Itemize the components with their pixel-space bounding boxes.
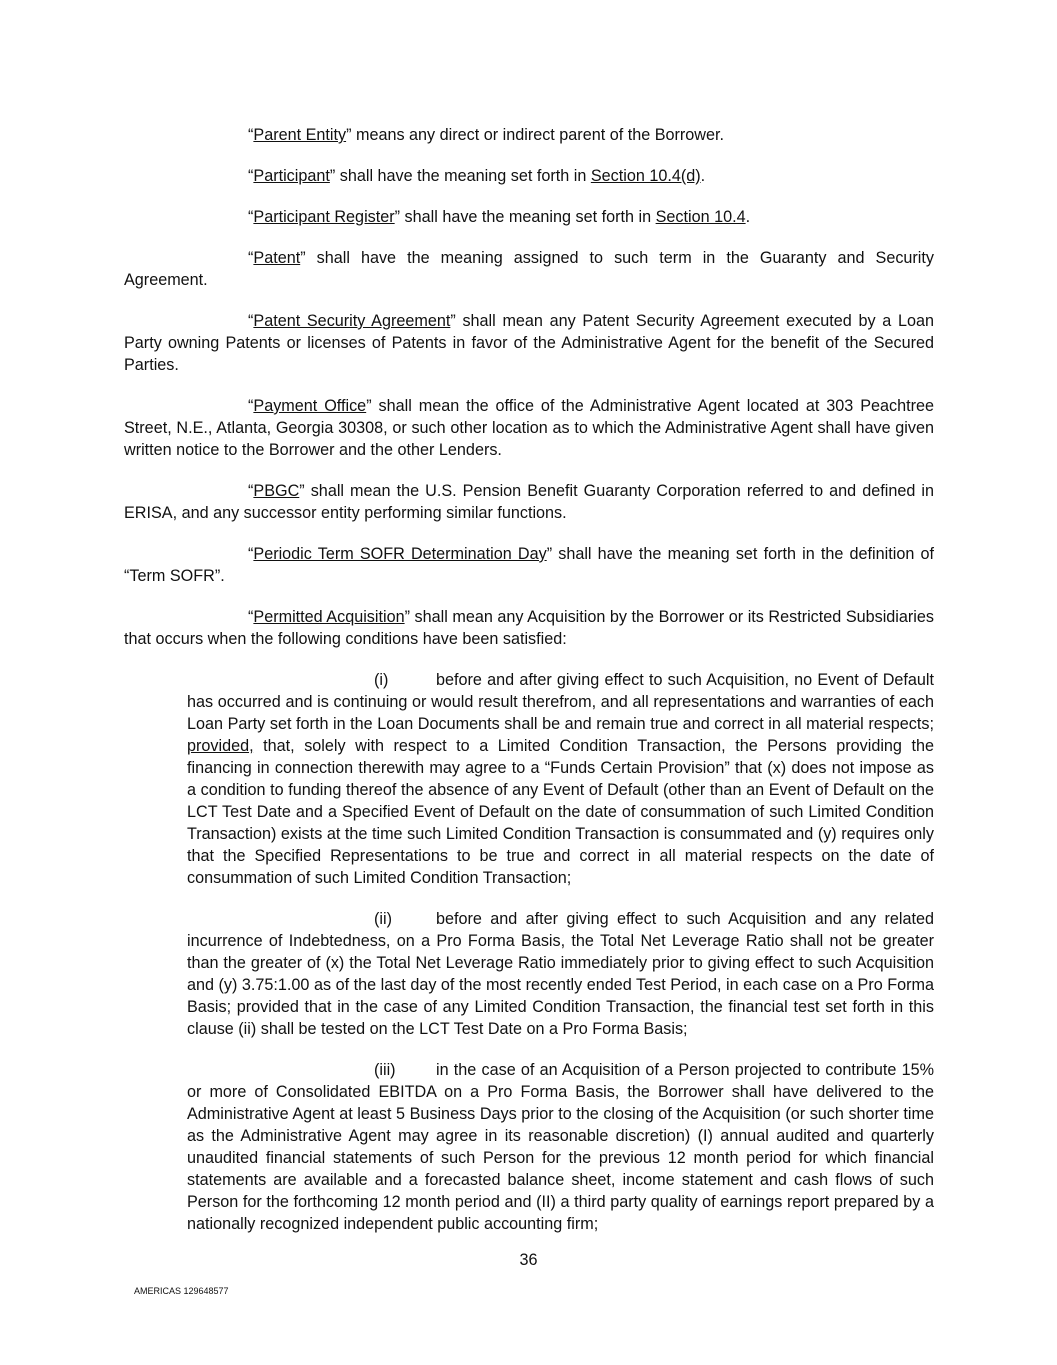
proviso-term: provided,	[187, 737, 254, 755]
definition-text: ” means any direct or indirect parent of the Borrower.	[346, 126, 724, 144]
definition-parent-entity	[124, 124, 934, 146]
clause-i	[187, 669, 934, 889]
open-quote: “	[248, 249, 254, 267]
clause-iii	[187, 1059, 934, 1235]
definition-text: ” shall have the meaning set forth in	[394, 208, 656, 226]
definition-patent	[124, 247, 934, 291]
defined-term: Permitted Acquisition	[253, 608, 405, 626]
open-quote: “	[248, 167, 254, 185]
open-quote: “	[248, 126, 254, 144]
clause-text: in the case of an Acquisition of a Person projected to contribute 15% or more of Consolidated EBITDA on a Pro Forma Basis, the Borrower shall have delivered to the Administrative Agent at least 5 Business Days prior to the closing of the Acquisition (or such shorter time as the Administrative Agent may agree in its reasonable discretion) (I) annual audited and quarterly unaudited financial statements of such Person for the previous 12 month period for which financial statements are available and a forecasted balance sheet, income statement and cash flows of such Person for the forthcoming 12 month period and (II) a third party quality of earnings report prepared by a nationally recognized independent public accounting firm;	[187, 1061, 934, 1233]
open-quote: “	[248, 545, 254, 563]
definition-patent-security-agreement	[124, 310, 934, 376]
definition-text: ” shall mean any Acquisition by the Borrower or its Restricted Subsidiaries that occurs when the following conditions have been satisfied:	[124, 608, 934, 648]
definition-permitted-acquisition	[124, 606, 934, 650]
defined-term: Periodic Term SOFR Determination Day	[253, 545, 547, 563]
clause-ii	[187, 908, 934, 1040]
definition-text: ” shall mean any Patent Security Agreement executed by a Loan Party owning Patents or licenses of Patents in favor of the Administrative Agent for the benefit of the Secured Parties.	[124, 312, 934, 374]
open-quote: “	[248, 312, 254, 330]
open-quote: “	[248, 482, 254, 500]
clause-number: (i)	[374, 671, 389, 689]
definition-pbgc	[124, 480, 934, 524]
document-body	[124, 124, 934, 1254]
defined-term: Patent Security Agreement	[253, 312, 451, 330]
section-reference: Section 10.4(d)	[590, 167, 701, 185]
definition-participant	[124, 165, 934, 187]
open-quote: “	[248, 608, 254, 626]
definition-text: ” shall have the meaning set forth in	[329, 167, 591, 185]
definition-text: ” shall have the meaning assigned to such term in the Guaranty and Security Agreement.	[124, 249, 934, 289]
definition-text: ” shall mean the office of the Administrative Agent located at 303 Peachtree Street, N.E., Atlanta, Georgia 30308, or such other location as to which the Administrative Agent shall have given written notice to the Borrower and the other Lenders.	[124, 397, 934, 459]
clause-text: before and after giving effect to such Acquisition, no Event of Default has occurred and is continuing or would result therefrom, and all representations and warranties of each Loan Party set forth in the Loan Documents shall be and remain true and correct in all material respects;	[187, 671, 934, 733]
section-reference: Section 10.4	[655, 208, 746, 226]
defined-term: Patent	[253, 249, 301, 267]
definition-text: ” shall mean the U.S. Pension Benefit Guaranty Corporation referred to and defined in ERISA, and any successor entity performing similar functions.	[124, 482, 934, 522]
clause-number: (ii)	[374, 910, 392, 928]
clause-number: (iii)	[374, 1061, 396, 1079]
definition-periodic-term-sofr	[124, 543, 934, 587]
clause-text-continued: that, solely with respect to a Limited Condition Transaction, the Persons providing the financing in connection therewith may agree to a “Funds Certain Provision” that (x) does not impose as a condition to funding thereof the absence of any Event of Default (other than an Event of Default on the LCT Test Date and a Specified Event of Default on the date of consummation of such Limited Condition Transaction) exists at the time such Limited Condition Transaction is consummated and (y) requires only that the Specified Representations to be true and correct in all material respects on the date of consummation of such Limited Condition Transaction;	[187, 737, 934, 887]
definition-end: .	[745, 208, 751, 226]
open-quote: “	[248, 397, 254, 415]
definition-end: .	[700, 167, 706, 185]
defined-term: Participant Register	[253, 208, 395, 226]
definition-payment-office	[124, 395, 934, 461]
definition-text: ” shall have the meaning set forth in the definition of “Term SOFR”.	[124, 545, 934, 585]
defined-term: Payment Office	[253, 397, 367, 415]
defined-term: Parent Entity	[253, 126, 347, 144]
clause-text: before and after giving effect to such Acquisition and any related incurrence of Indebtedness, on a Pro Forma Basis, the Total Net Leverage Ratio shall not be greater than the greater of (x) the Total Net Leverage Ratio immediately prior to giving effect to such Acquisition and (y) 3.75:1.00 as of the last day of the most recently ended Test Period, in each case on a Pro Forma Basis; provided that in the case of any Limited Condition Transaction, the financial test set forth in this clause (ii) shall be tested on the LCT Test Date on a Pro Forma Basis;	[187, 910, 934, 1038]
open-quote: “	[248, 208, 254, 226]
definition-participant-register	[124, 206, 934, 228]
defined-term: PBGC	[253, 482, 300, 500]
defined-term: Participant	[253, 167, 330, 185]
footer-document-id: AMERICAS 129648577	[134, 1286, 229, 1296]
page-number: 36	[519, 1251, 538, 1269]
